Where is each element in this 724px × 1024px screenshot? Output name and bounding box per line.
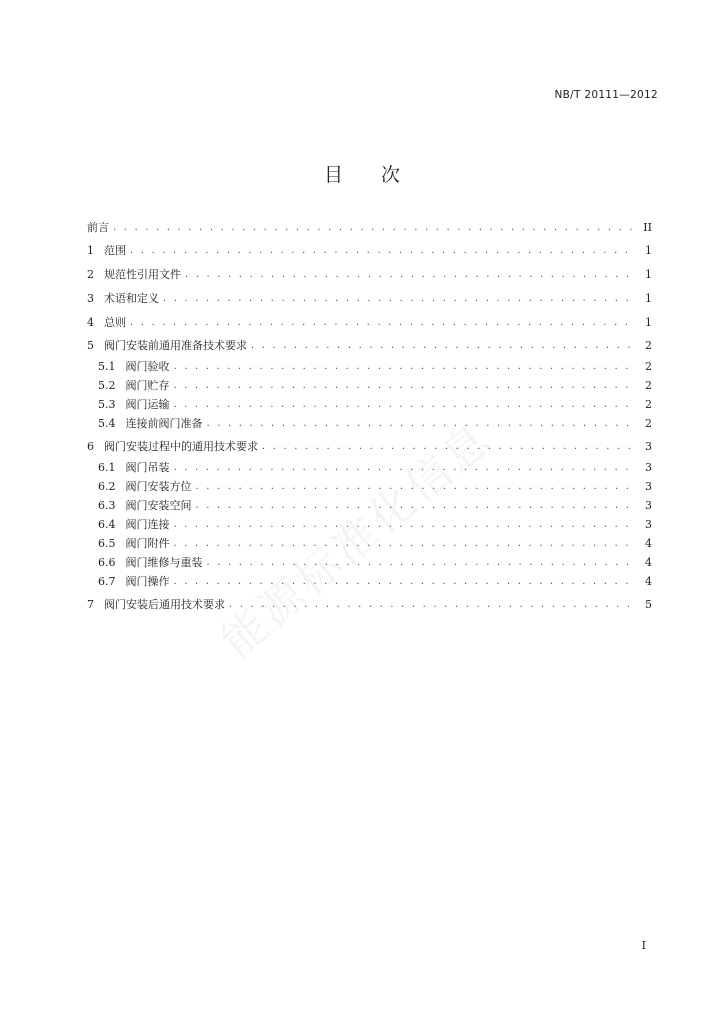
toc-leader-dots [130,241,636,260]
toc-entry-number: 6.3 [98,499,116,512]
toc-entry-page: 4 [645,556,652,569]
toc-entry-number: 5.4 [98,417,116,430]
toc-subentry[interactable] [87,572,652,591]
toc-entry[interactable] [87,289,652,308]
toc-entry-title: 阀门安装前通用准备技术要求 [104,339,247,352]
toc-leader-dots [174,376,637,395]
toc-leader-dots [251,336,636,355]
toc-subentry[interactable] [87,477,652,496]
toc-leader-dots [174,357,637,376]
toc-entry-title: 阀门维修与重装 [125,556,203,569]
toc-subentry[interactable] [87,376,652,395]
toc-entry-number: 5 [87,339,94,352]
toc-entry[interactable] [87,595,652,614]
toc-entry-title: 阀门安装后通用技术要求 [104,598,225,611]
toc-entry-page: 4 [645,537,652,550]
toc-entry-page: 3 [645,480,652,493]
toc-entry[interactable] [87,313,652,332]
page-number: I [641,939,646,952]
toc-entry-number: 5.1 [98,360,116,373]
toc-entry-page: II [643,221,652,234]
toc-entry-title: 前言 [87,221,109,234]
toc-subentry[interactable] [87,357,652,376]
toc-leader-dots [262,437,636,456]
toc-subentry[interactable] [87,496,652,515]
toc-entry-number: 6.6 [98,556,116,569]
toc-entry-number: 2 [87,268,94,281]
toc-leader-dots [185,265,636,284]
toc-entry-page: 3 [645,499,652,512]
toc-entry-number: 6.1 [98,461,116,474]
toc-entry[interactable] [87,265,652,284]
page-title [0,160,724,187]
toc-entry-title: 阀门操作 [125,575,170,588]
toc-leader-dots [174,458,637,477]
toc-entry-number: 6.7 [98,575,116,588]
toc-entry-number: 5.3 [98,398,116,411]
toc-entry-page: 1 [645,292,652,305]
toc-entry-title: 连接前阀门准备 [125,417,203,430]
toc-entry-number: 7 [87,598,94,611]
toc-subentry[interactable] [87,414,652,433]
toc-entry-title: 阀门连接 [125,518,170,531]
page-title-part1: 目 [323,164,343,186]
toc-entry[interactable] [87,437,652,456]
toc-entry-page: 3 [645,461,652,474]
toc-entry-title: 规范性引用文件 [104,268,181,281]
toc-entry-number: 1 [87,244,94,257]
toc-entry-page: 1 [645,244,652,257]
toc-leader-dots [174,572,637,591]
toc-leader-dots [207,414,637,433]
toc-leader-dots [207,553,637,572]
toc-subentry[interactable] [87,395,652,414]
toc-entry-number: 6.2 [98,480,116,493]
toc-leader-dots [174,515,637,534]
toc-entry-number: 6.4 [98,518,116,531]
toc-entry-number: 5.2 [98,379,116,392]
toc-entry-title: 阀门贮存 [125,379,170,392]
toc-leader-dots [113,218,636,237]
toc-entry-title: 术语和定义 [104,292,159,305]
toc-entry-title: 阀门吊装 [125,461,170,474]
toc-subentry[interactable] [87,458,652,477]
toc-entry-number: 6 [87,440,94,453]
toc-leader-dots [229,595,636,614]
toc-leader-dots [174,395,637,414]
toc-leader-dots [130,313,636,332]
toc-entry-page: 1 [645,316,652,329]
toc-leader-dots [163,289,636,308]
toc-entry-page: 4 [645,575,652,588]
toc-subentry[interactable] [87,553,652,572]
toc-entry[interactable] [87,336,652,355]
toc-entry-title: 阀门运输 [125,398,170,411]
toc-leader-dots [196,477,637,496]
toc-subentry[interactable] [87,534,652,553]
toc-leader-dots [196,496,637,515]
toc-entry-page: 2 [645,339,652,352]
toc-entry-title: 阀门安装过程中的通用技术要求 [104,440,258,453]
standard-code: NB/T 20111—2012 [554,89,658,101]
toc-entry-number: 3 [87,292,94,305]
table-of-contents [87,218,652,614]
toc-subentry[interactable] [87,515,652,534]
toc-entry-page: 2 [645,417,652,430]
watermark: 能源标准化信息 [212,412,503,668]
toc-entry-title: 阀门安装空间 [125,499,192,512]
toc-leader-dots [174,534,637,553]
toc-entry-page: 2 [645,379,652,392]
toc-entry-page: 5 [645,598,652,611]
toc-entry-title: 阀门安装方位 [125,480,192,493]
toc-entry-number: 4 [87,316,94,329]
toc-entry-title: 阀门附件 [125,537,170,550]
toc-entry[interactable] [87,218,652,237]
toc-entry-page: 3 [645,440,652,453]
toc-entry-number: 6.5 [98,537,116,550]
toc-entry-title: 阀门验收 [125,360,170,373]
toc-entry[interactable] [87,241,652,260]
toc-entry-title: 范围 [104,244,126,257]
toc-entry-page: 3 [645,518,652,531]
toc-entry-page: 2 [645,398,652,411]
page-title-part2: 次 [381,164,401,186]
toc-entry-title: 总则 [104,316,126,329]
toc-entry-page: 2 [645,360,652,373]
toc-entry-page: 1 [645,268,652,281]
